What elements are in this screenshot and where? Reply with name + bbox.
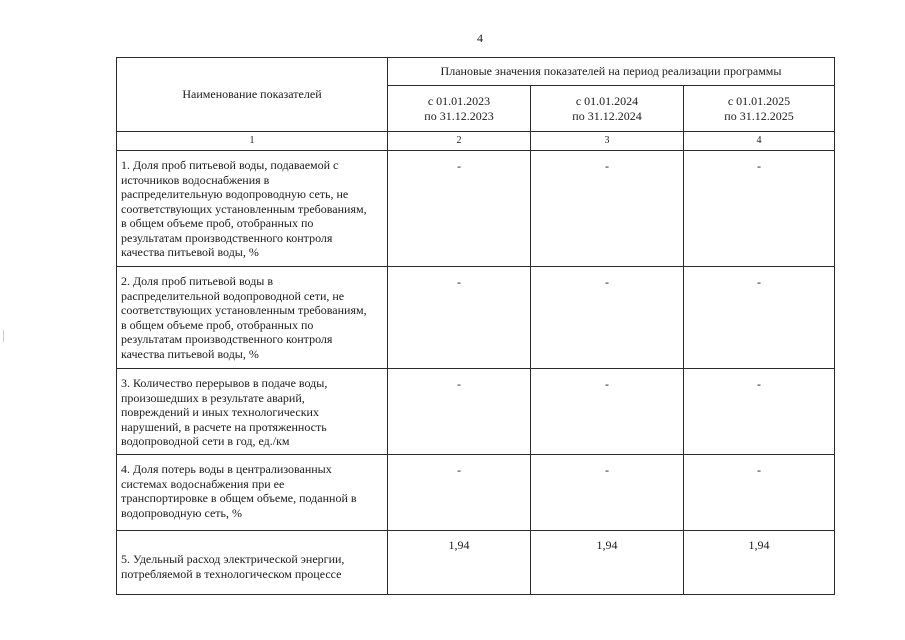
indicator-name-line: соответствующих установленным требованиям,	[121, 201, 367, 216]
table-row	[117, 369, 835, 455]
indicator-name-cell	[117, 455, 388, 531]
value-2023: -	[388, 151, 531, 267]
period-to: по 31.12.2025	[724, 108, 794, 123]
period-from: с 01.01.2025	[727, 93, 791, 108]
indicator-name-line: результатам производственного контроля	[121, 230, 333, 245]
header-indicator-name: Наименование показателей	[117, 58, 388, 132]
indicator-name-line: 3. Количество перерывов в подаче воды,	[121, 376, 328, 390]
header-period-2024	[531, 86, 684, 132]
indicator-name-line	[121, 538, 383, 552]
value-2025: 1,94	[684, 531, 835, 595]
header-period-2025	[684, 86, 835, 132]
period-from: с 01.01.2024	[575, 93, 639, 108]
indicator-name-line: потребляемой в технологическом процессе	[121, 566, 342, 581]
indicator-name-line: нарушений, в расчете на протяженность	[121, 419, 327, 434]
header-period-2023	[388, 86, 531, 132]
scan-artifact-line	[3, 330, 4, 342]
period-to: по 31.12.2023	[424, 108, 494, 123]
indicator-name-line: 5. Удельный расход электрической энергии,	[121, 552, 345, 566]
indicator-name-cell	[117, 267, 388, 369]
value-2025: -	[684, 369, 835, 455]
table-row	[117, 267, 835, 369]
indicator-name-line: результатам производственного контроля	[121, 332, 333, 346]
indicator-name-line: водопроводной сети в год, ед./км	[121, 434, 290, 448]
value-2024: 1,94	[531, 531, 684, 595]
indicator-name-line: системах водоснабжения при ее	[121, 476, 285, 491]
indicator-name-line: 2. Доля проб питьевой воды в	[121, 274, 274, 288]
indicator-name-line: 1. Доля проб питьевой воды, подаваемой с	[121, 158, 339, 172]
value-2023: -	[388, 455, 531, 531]
value-2024: -	[531, 369, 684, 455]
value-2025: -	[684, 455, 835, 531]
column-number-row	[117, 132, 835, 151]
indicator-name-line: соответствующих установленным требованиям,	[121, 303, 367, 317]
period-to: по 31.12.2024	[572, 108, 642, 123]
indicator-name-cell	[117, 151, 388, 267]
indicator-name-line: повреждений и иных технологических	[121, 405, 319, 419]
indicator-name-line: качества питьевой воды, %	[121, 245, 259, 259]
value-2024: -	[531, 267, 684, 369]
indicator-name-line: произошедших в результате аварий,	[121, 390, 305, 405]
indicator-name-line: качества питьевой воды, %	[121, 346, 259, 361]
column-number: 4	[684, 132, 835, 151]
column-number: 3	[531, 132, 684, 151]
value-2025: -	[684, 151, 835, 267]
indicator-name-line: в общем объеме проб, отобранных по	[121, 317, 314, 332]
indicator-name-line: 4. Доля потерь воды в централизованных	[121, 462, 332, 476]
indicator-name-cell	[117, 369, 388, 455]
table-row	[117, 455, 835, 531]
table-row	[117, 531, 835, 595]
indicator-name-line: в общем объеме проб, отобранных по	[121, 216, 314, 230]
indicator-name-line: водопроводную сеть, %	[121, 505, 243, 520]
period-from: с 01.01.2023	[427, 93, 491, 108]
table-row	[117, 151, 835, 267]
column-number: 1	[117, 132, 388, 151]
indicators-table	[116, 57, 835, 595]
indicator-name-line: распределительной водопроводной сети, не	[121, 288, 345, 303]
value-2024: -	[531, 455, 684, 531]
indicator-name-line: транспортировке в общем объеме, поданной в	[121, 491, 357, 505]
indicator-name-line: источников водоснабжения в	[121, 172, 270, 187]
value-2025: -	[684, 267, 835, 369]
page-number: 4	[477, 31, 483, 45]
value-2023: 1,94	[388, 531, 531, 595]
value-2023: -	[388, 267, 531, 369]
indicator-name-cell	[117, 531, 388, 595]
header-row-top	[117, 58, 835, 86]
indicator-name-line: распределительную водопроводную сеть, не	[121, 187, 349, 201]
value-2023: -	[388, 369, 531, 455]
column-number: 2	[388, 132, 531, 151]
header-planned-values: Плановые значения показателей на период реализации программы	[388, 58, 835, 86]
value-2024: -	[531, 151, 684, 267]
